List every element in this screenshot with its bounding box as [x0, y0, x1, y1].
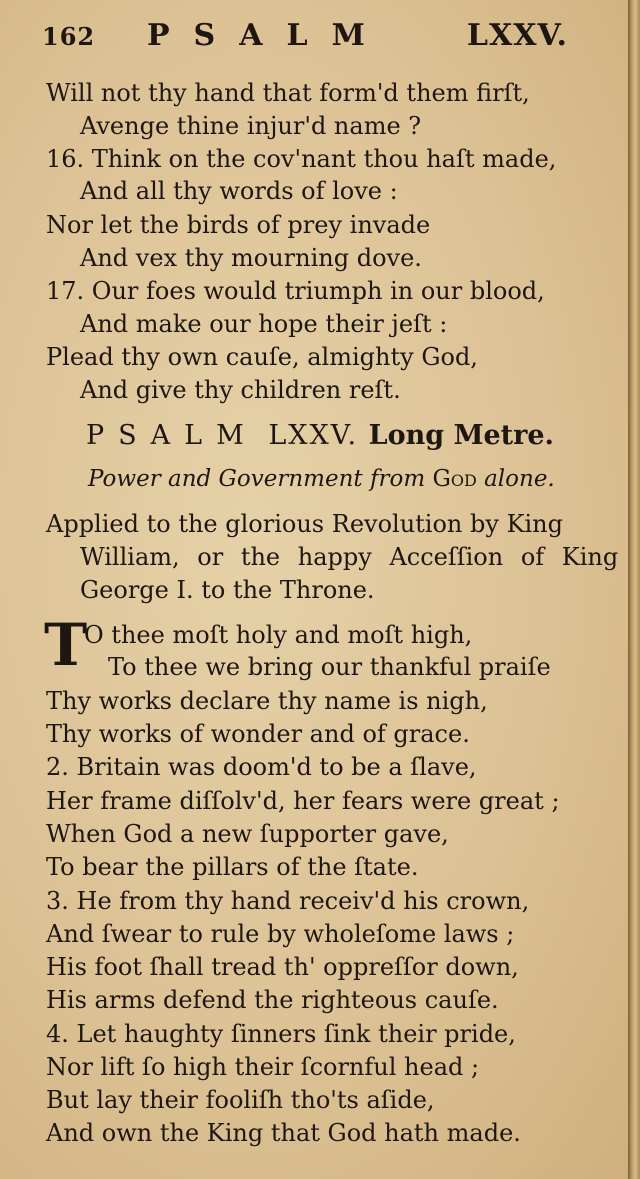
- running-head: [42, 18, 568, 58]
- verse-line: And ſwear to rule by wholeſome laws ;: [46, 920, 515, 948]
- verse-line: 2. Britain was doom'd to be a ſlave,: [46, 753, 477, 781]
- verse-line: Nor let the birds of prey invade: [46, 211, 431, 239]
- note-line: William, or the happy Acceſſion of King: [80, 543, 619, 571]
- verse-line: But lay their fooliſh tho'ts aſide,: [46, 1086, 435, 1114]
- verse-line: When God a new ſupporter gave,: [46, 820, 449, 848]
- metre-label: Long Metre.: [368, 420, 554, 451]
- psalm-title: [86, 420, 554, 451]
- verse-line: And all thy words of love :: [80, 177, 398, 205]
- note-line: George I. to the Throne.: [80, 576, 375, 604]
- verse-line: To bear the pillars of the ſtate.: [46, 853, 419, 881]
- running-title: PSALM: [147, 18, 389, 53]
- verse-line: O thee moſt holy and moſt high,: [84, 621, 473, 649]
- verse-line: 3. He from thy hand receiv'd his crown,: [46, 887, 530, 915]
- verse-line: To thee we bring our thankful praiſe: [108, 653, 551, 681]
- note-line: Applied to the glorious Revolution by King: [46, 510, 563, 538]
- verse-line: And vex thy mourning dove.: [80, 244, 422, 272]
- psalm-title-number: LXXV.: [268, 420, 359, 451]
- verse-line: His foot ſhall tread th' oppreſſor down,: [46, 953, 519, 981]
- verse-line: Nor lift ſo high their ſcornful head ;: [46, 1053, 480, 1081]
- verse-line: 4. Let haughty ſinners ſink their pride,: [46, 1020, 516, 1048]
- verse-line: And give thy children reſt.: [80, 376, 401, 404]
- verse-line: Will not thy hand that form'd them firſt,: [46, 79, 530, 107]
- subtitle-part: alone.: [484, 466, 555, 492]
- subtitle-god: God: [432, 466, 477, 492]
- verse-line: And own the King that God hath made.: [46, 1119, 521, 1147]
- verse-line: Thy works of wonder and of grace.: [46, 720, 470, 748]
- verse-line: 16. Think on the cov'nant thou haſt made,: [46, 145, 557, 173]
- verse-line: Thy works declare thy name is nigh,: [46, 687, 488, 715]
- psalm-title-word: PSALM: [86, 420, 258, 451]
- page-number: 162: [42, 22, 96, 51]
- verse-line: Plead thy own cauſe, almighty God,: [46, 343, 478, 371]
- verse-line: Her frame diſſolv'd, her fears were great ;: [46, 787, 560, 815]
- verse-line: 17. Our foes would triumph in our blood,: [46, 277, 545, 305]
- verse-line: Avenge thine injur'd name ?: [80, 112, 422, 140]
- verse-line: His arms defend the righteous cauſe.: [46, 986, 499, 1014]
- subtitle-part: Power and Government from: [88, 466, 426, 492]
- drop-cap: T: [44, 611, 88, 679]
- page-edge: [628, 0, 640, 1179]
- psalm-subtitle: [88, 466, 555, 492]
- verse-line: And make our hope their jeſt :: [80, 310, 448, 338]
- psalm-number: LXXV.: [466, 18, 568, 53]
